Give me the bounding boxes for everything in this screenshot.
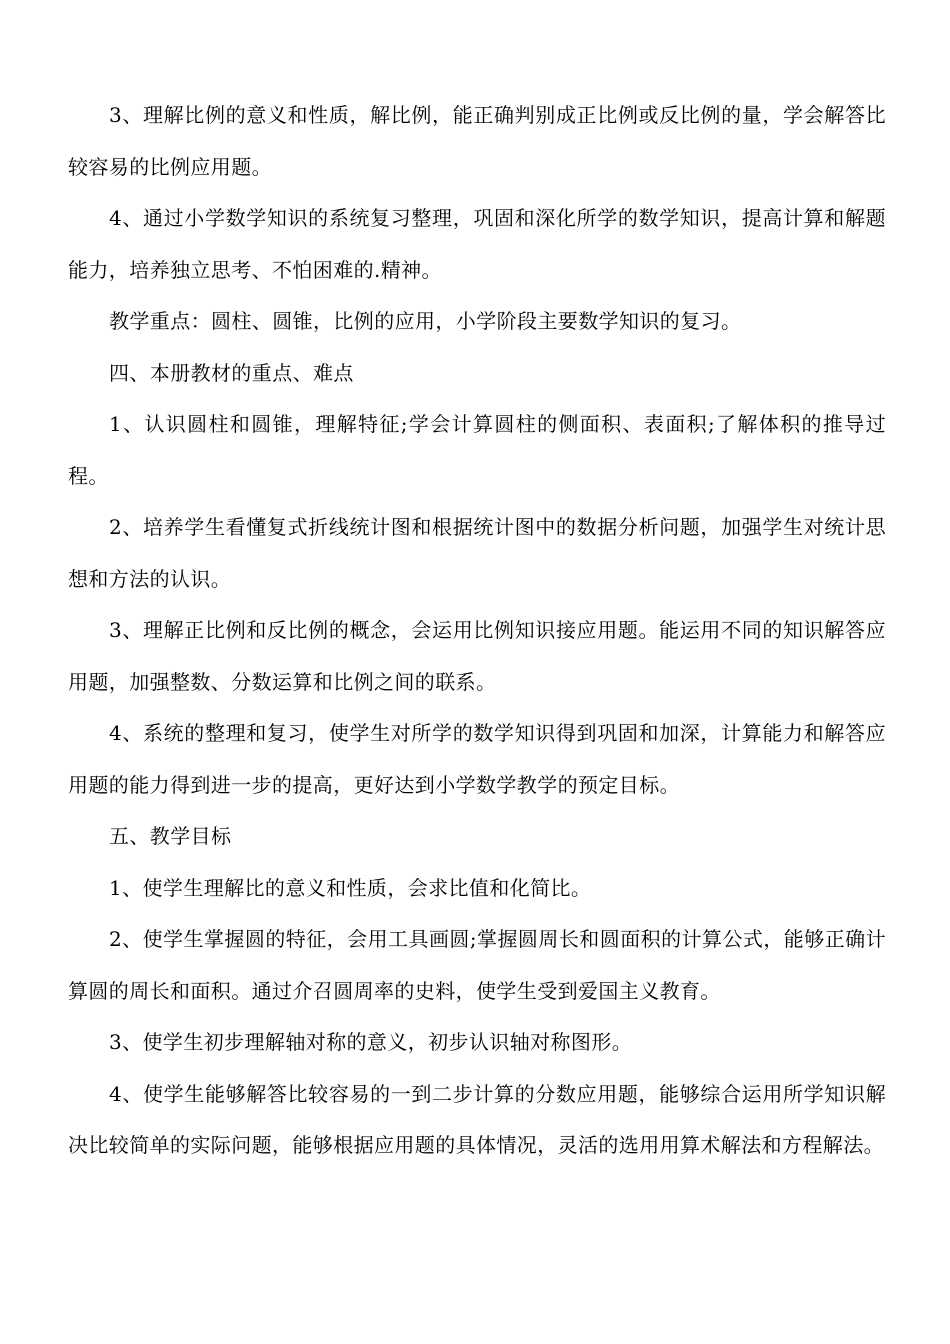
paragraph-goal-fraction-problems: 4、使学生能够解答比较容易的一到二步计算的分数应用题，能够综合运用所学知识解决比较简单的实际问题，能够根据应用题的具体情况，灵活的选用用算术解法和方程解法。 <box>68 1081 886 1157</box>
section-heading-teaching-goals: 五、教学目标 <box>109 824 232 848</box>
paragraph-proportion: 3、理解正比例和反比例的概念，会运用比例知识接应用题。能运用不同的知识解答应用题，加强整数、分数运算和比例之间的联系。 <box>68 618 886 694</box>
paragraph-review: 4、系统的整理和复习，使学生对所学的数学知识得到巩固和加深，计算能力和解答应用题的能力得到进一步的提高，更好达到小学数学教学的预定目标。 <box>68 721 886 797</box>
paragraph-systematic-review: 4、通过小学数学知识的系统复习整理，巩固和深化所学的数学知识，提高计算和解题能力，培养独立思考、不怕困难的.精神。 <box>68 206 886 282</box>
paragraph-goal-circle: 2、使学生掌握圆的特征，会用工具画圆;掌握圆周长和圆面积的计算公式，能够正确计算圆的周长和面积。通过介召圆周率的史料，使学生受到爱国主义教育。 <box>68 927 886 1003</box>
paragraph-teaching-focus: 教学重点：圆柱、圆锥，比例的应用，小学阶段主要数学知识的复习。 <box>109 309 742 333</box>
section-heading-key-points: 四、本册教材的重点、难点 <box>109 360 354 385</box>
paragraph-cylinder-cone: 1、认识圆柱和圆锥，理解特征;学会计算圆柱的侧面积、表面积;了解体积的推导过程。 <box>68 412 886 488</box>
paragraph-goal-ratio: 1、使学生理解比的意义和性质，会求比值和化简比。 <box>109 875 592 900</box>
document-page <box>68 90 886 1172</box>
paragraph-statistics: 2、培养学生看懂复式折线统计图和根据统计图中的数据分析问题，加强学生对统计思想和方法的认识。 <box>68 515 886 591</box>
paragraph-goal-symmetry: 3、使学生初步理解轴对称的意义，初步认识轴对称图形。 <box>109 1030 633 1054</box>
paragraph-ratio-meaning: 3、理解比例的意义和性质，解比例，能正确判别成正比例或反比例的量，学会解答比较容易的比例应用题。 <box>68 103 886 179</box>
